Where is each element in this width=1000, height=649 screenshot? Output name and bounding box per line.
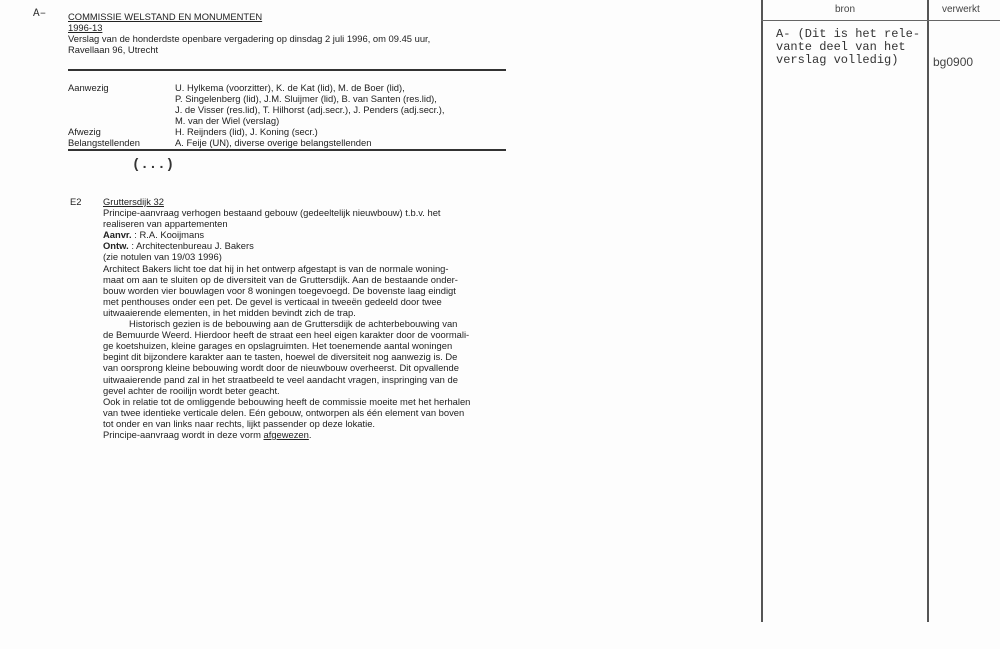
item-line: realiseren van appartementen (103, 218, 228, 230)
designer-value: : Architectenbureau J. Bakers (131, 240, 254, 252)
applicant-label: Aanvr. (103, 229, 132, 241)
body-line: uitwaaierende elementen, in het midden bevindt zich de trap. (103, 306, 356, 318)
source-line: verslag volledig) (776, 53, 899, 67)
designer-label: Ontw. (103, 240, 129, 252)
attendance-values (175, 82, 445, 149)
applicant-value: : R.A. Kooijmans (134, 229, 205, 241)
body-line: ge koetshuizen, kleine garages en opslagruimten. Het toenemende aantal woningen (103, 340, 453, 352)
sidebar-border-middle (927, 0, 929, 622)
source-note (776, 28, 920, 67)
divider (68, 69, 506, 71)
omission-marker: (...) (132, 157, 175, 173)
absent-line: H. Reijnders (lid), J. Koning (secr.) (175, 126, 318, 138)
attendance-labels (68, 82, 140, 149)
body-line: bouw worden vier bouwlagen voor 8 woningen toegevoegd. De bovenste laag eindigt (103, 284, 456, 296)
margin-marker: A– (33, 8, 47, 20)
item-paragraphs (103, 251, 470, 429)
present-line: P. Singelenberg (lid), J.M. Sluijmer (lid), B. van Santen (res.lid), (175, 93, 437, 105)
decision-suffix: . (308, 428, 312, 440)
body-line: Historisch gezien is de bebouwing aan de Gruttersdijk de achterbebouwing van (103, 318, 458, 330)
interested-line: A. Feije (UN), diverse overige belangstellenden (175, 137, 372, 149)
body-line: Ook in relatie tot de omliggende bebouwing heeft de commissie moeite met het herhalen (103, 395, 471, 407)
body-line: van oorsprong kleine bebouwing wordt door de nieuwbouw overheerst. Dit opvallende (103, 362, 459, 374)
body-line: de Bemuurde Weerd. Hierdoor heeft de straat een heel eigen karakter door de voormali- (103, 329, 470, 341)
item-code: E2 (70, 196, 82, 207)
source-line: A- (Dit is het rele- (776, 27, 921, 41)
item-title: Gruttersdijk 32 (103, 196, 164, 207)
body-line: tot onder en van links naar rechts, lijkt passender op deze lokatie. (103, 417, 376, 429)
body-line: Architect Bakers licht toe dat hij in het ontwerp afgestapt is van de normale woning- (103, 262, 449, 274)
body-line: maat om aan te sluiten op de diversiteit van de Gruttersdijk. Aan de bestaande onder- (103, 273, 458, 285)
present-line: J. de Visser (res.lid), T. Hilhorst (adj.secr.), J. Penders (adj.secr.), (175, 104, 445, 116)
document-title: COMMISSIE WELSTAND EN MONUMENTEN (68, 11, 263, 22)
item-line: Principe-aanvraag verhogen bestaand gebouw (gedeeltelijk nieuwbouw) t.b.v. het (103, 207, 441, 219)
column-source-header: bron (835, 4, 856, 15)
body-line: van twee identieke verticale delen. Eén gebouw, ontworpen als één element van boven (103, 406, 465, 418)
label-interested: Belangstellenden (68, 137, 140, 149)
processed-code: bg0900 (933, 55, 974, 69)
present-line: U. Hylkema (voorzitter), K. de Kat (lid), M. de Boer (lid), (175, 82, 405, 93)
body-line: met penthouses onder een pet. De gevel is verticaal in tweeën gedeeld door twee (103, 295, 442, 307)
body-line: (zie notulen van 19/03 1996) (103, 251, 222, 263)
sidebar-header-line (761, 20, 1000, 21)
body-line: gevel achter de rooilijn wordt beter geacht. (103, 384, 280, 396)
source-line: vante deel van het (776, 40, 906, 54)
meeting-line: Ravellaan 96, Utrecht (68, 44, 159, 56)
report-number: 1996-13 (68, 22, 103, 33)
decision: afgewezen (263, 428, 309, 440)
decision-prefix: Principe-aanvraag wordt in deze vorm (103, 428, 264, 440)
column-processed-header: verwerkt (942, 4, 980, 15)
meeting-line: Verslag van de honderdste openbare vergadering op dinsdag 2 juli 1996, om 09.45 uur, (68, 33, 431, 44)
present-line: M. van der Wiel (verslag) (175, 115, 280, 127)
body-line: uitwaaierende pand zal in het straatbeeld te veel aandacht vragen, inspringing van de (103, 373, 458, 385)
item-body (103, 196, 470, 440)
divider (68, 149, 506, 151)
label-present: Aanwezig (68, 82, 109, 93)
meeting-info (68, 33, 430, 55)
sidebar-border-left (761, 0, 763, 622)
label-absent: Afwezig (68, 126, 101, 138)
body-line: begint dit bijzondere karakter aan te tasten, hoewel de diversiteit nog aanwezig is. De (103, 351, 458, 363)
